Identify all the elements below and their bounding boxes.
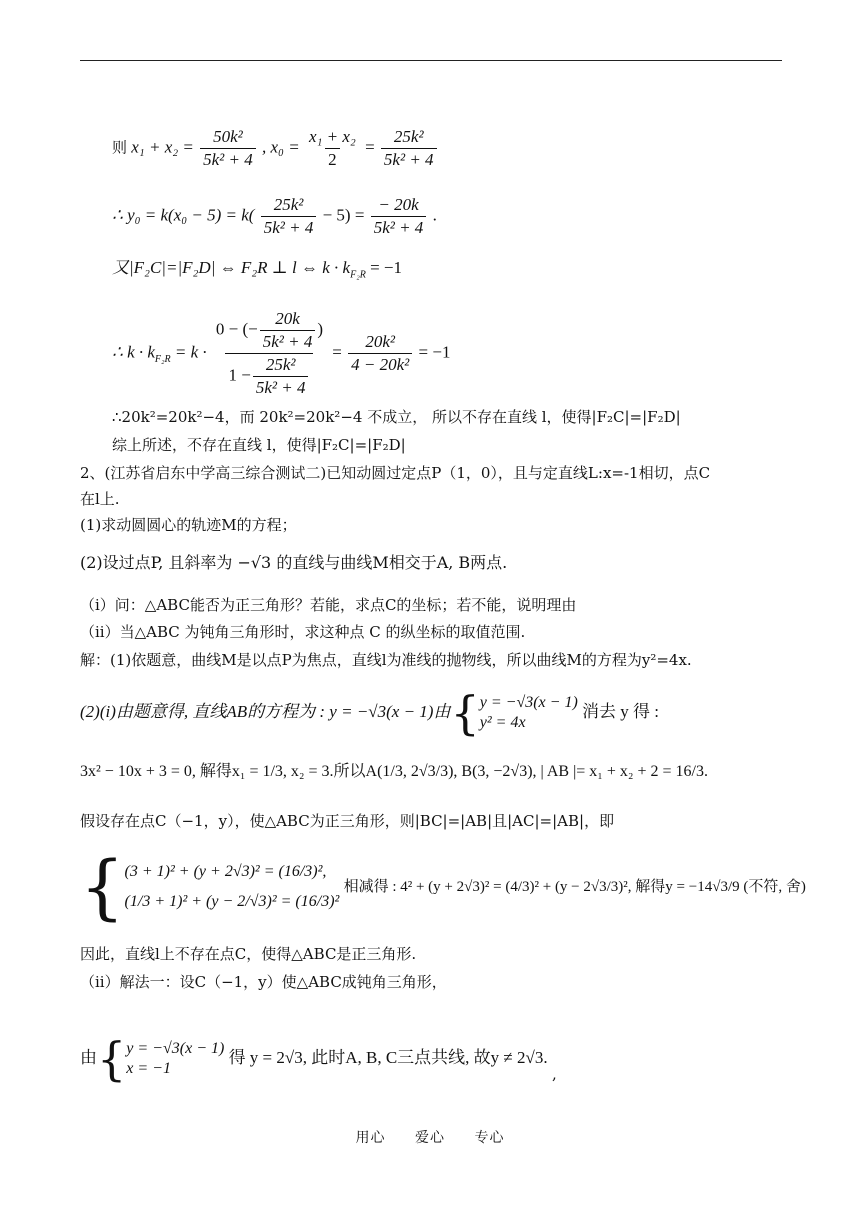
- solution-part-1: 解：(1)依题意，曲线M是以点P为焦点，直线l为准线的抛物线，所以曲线M的方程为y²=4x.: [80, 651, 692, 669]
- equation-sum-roots: 则 x₁ + x₂ = $\frac{\text{50k²}}{\text{5k² + 4}}$ , x₀ = $\frac{\text{x₁ + x₂}}{2}$ = $\frac{\text{25k²}}{\text{5k² + 4}}$: [112, 126, 439, 171]
- equation-slope-product: ∴ $k \cdot k_{F_2R} = k$ · 0 − (− $\frac{20k}{\text{5k² + 4}}$ ) 1 − $\frac{\text{25k²}}{\text{5k² + 4}}$ = $\frac{\text{20k²}}{\text{4 − 20k²}}$ = −1: [112, 309, 451, 397]
- header-rule: [80, 60, 782, 61]
- text-line-conclusion-1: ∴20k²=20k²−4，而 20k²=20k²−4 不成立， 所以不存在直线 l，使得|F₂C|=|F₂D|: [112, 408, 681, 426]
- problem-2-statement-cont: 在l上.: [80, 490, 120, 508]
- problem-2-statement: 2、(江苏省启东中学高三综合测试二)已知动圆过定点P（1，0），且与定直线L:x=-1相切，点C: [80, 464, 711, 482]
- solution-line-ab: (2)(i)由题意得, 直线AB的方程为 : y = −√3(x − 1)由{ y = −√3(x − 1) y² = 4x 消去 y 得 :: [80, 686, 660, 740]
- conclusion-no-point: 因此，直线l上不存在点C，使得△ABC是正三角形.: [80, 945, 417, 963]
- equation-y0: ∴ y₀ = k(x₀ − 5) = k( $\frac{\text{25k²}}{\text{5k² + 4}}$ − 5) = $\frac{- 20k}{\text{5k² + 4}}$ .: [112, 195, 437, 237]
- footer-text-2: 爱心: [415, 1130, 445, 1146]
- solution-system: { (3 + 1)² + (y + 2√3)² = (16/3)², (1/3 + 1)² + (y − 2/√3)² = (16/3)² 相减得 : 4² + (y + 2√3)² = (4/3)² + (y − 2√3/3)², 解得y = −14√3/9 (不符, 舍): [80, 846, 806, 928]
- footer-text-1: 用心: [355, 1130, 386, 1146]
- question-2: (2)设过点P, 且斜率为 −√3 的直线与曲线M相交于A, B两点.: [80, 553, 508, 572]
- method-one: （ii）解法一：设C（−1，y）使△ABC成钝角三角形，: [80, 973, 447, 991]
- question-2-ii: （ii）当△ABC 为钝角三角形时，求这种点 C 的纵坐标的取值范围.: [80, 623, 526, 641]
- equation-perpendicular: 又|F₂C|=|F₂D| ⇔ F₂R ⊥ l ⇔ $k \cdot k_{F_2R} = -1$: [112, 258, 402, 281]
- question-1: (1)求动圆圆心的轨迹M的方程；: [80, 516, 297, 534]
- question-2-i: （i）问：△ABC能否为正三角形？若能，求点C的坐标；若不能，说明理由: [80, 596, 577, 614]
- footer-text-3: 专心: [474, 1130, 505, 1146]
- page-footer: [0, 1127, 860, 1147]
- assume-equilateral: 假设存在点C（−1，y），使△ABC为正三角形，则|BC|=|AB|且|AC|=|AB|，即: [80, 812, 615, 830]
- collinear-condition: 由{ y = −√3(x − 1) x = −1 得 y = 2√3, 此时A, B, C三点共线, 故y ≠ 2√3.: [80, 1032, 548, 1086]
- solution-roots: 3x² − 10x + 3 = 0, 解得x₁ = 1/3, x₂ = 3.所以A(1/3, 2√3/3), B(3, −2√3), | AB |= x₁ + x₂ + 2 = 16/3.: [80, 763, 708, 780]
- text-line-conclusion-2: 综上所述，不存在直线 l，使得|F₂C|=|F₂D|: [112, 436, 406, 454]
- trailing-comma: ,: [552, 1065, 557, 1083]
